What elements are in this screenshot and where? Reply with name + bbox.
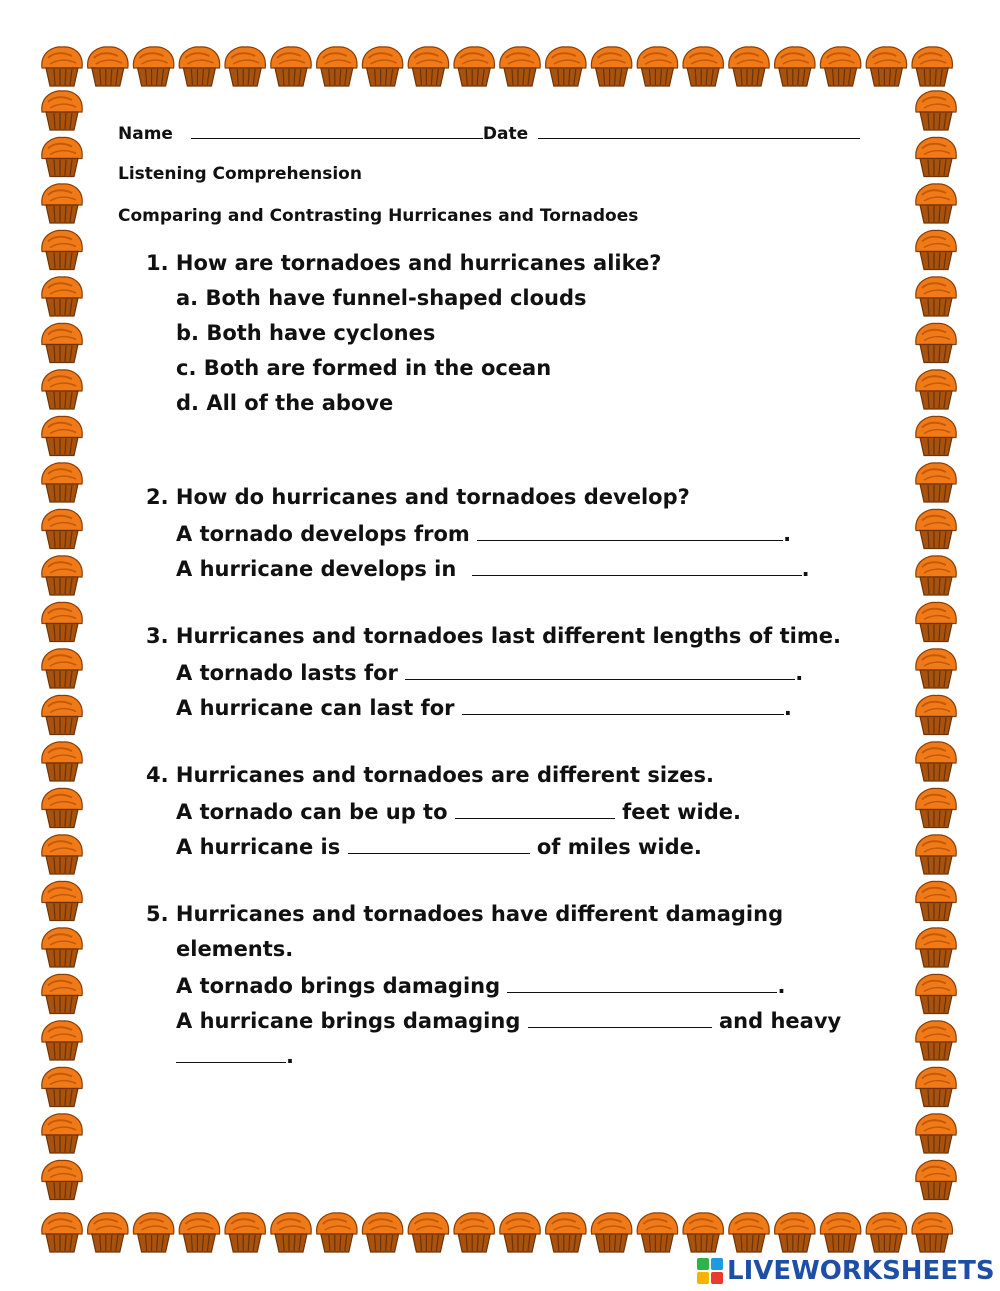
muffin-icon [42,1067,82,1106]
muffin-icon [500,47,540,86]
q2-answer-2-blank[interactable] [472,555,802,576]
q1-option-c[interactable]: c. Both are formed in the ocean [176,356,552,380]
muffin-icon [916,416,956,455]
muffin-icon [916,881,956,920]
muffin-icon [916,184,956,223]
muffin-icon [916,1114,956,1153]
q5-line-1-end: . [777,974,786,998]
muffin-icon [866,1213,906,1252]
q3-answer-1-blank[interactable] [405,659,795,680]
muffin-icon [42,463,82,502]
muffin-icon [42,788,82,827]
muffin-icon [916,509,956,548]
muffin-icon [42,91,82,130]
muffin-icon [317,47,357,86]
muffin-icon [179,47,219,86]
muffin-icon [916,323,956,362]
q3-line-1 [176,659,803,685]
muffin-icon [42,835,82,874]
muffin-icon [133,47,173,86]
muffin-icon [42,556,82,595]
q5-prompt-continued: elements. [176,937,294,961]
q5-line-3-end: . [286,1044,294,1068]
q4-line-2 [176,833,702,859]
logo-text: LIVEWORKSHEETS [727,1256,995,1286]
q5-line-3 [176,1042,294,1068]
muffin-icon [362,1213,402,1252]
q4-prompt: 4. Hurricanes and tornadoes are different sizes. [146,763,714,787]
subtitle: Listening Comprehension [118,164,362,184]
muffin-icon [408,1213,448,1252]
q4-line-1 [176,798,741,824]
liveworksheets-logo[interactable] [697,1254,995,1288]
q5-line-1 [176,972,785,998]
q3-line-2-end: . [783,696,792,720]
muffin-icon [729,1213,769,1252]
muffin-icon [683,1213,723,1252]
q2-line-1-end: . [783,522,792,546]
muffin-icon [42,277,82,316]
date-blank[interactable] [538,120,860,139]
q1-option-b[interactable]: b. Both have cyclones [176,321,436,345]
muffin-icon [683,47,723,86]
muffin-icon [916,91,956,130]
q5-line-1-text: A tornado brings damaging [176,974,501,998]
name-label: Name [118,124,173,144]
q2-line-1 [176,520,791,546]
q4-line-1-text: A tornado can be up to [176,800,448,824]
q2-line-2 [176,555,810,581]
muffin-icon [916,695,956,734]
muffin-icon [916,835,956,874]
q5-answer-1-blank[interactable] [507,972,777,993]
muffin-icon [42,1114,82,1153]
muffin-icon [88,47,128,86]
muffin-icon [42,742,82,781]
muffin-icon [546,47,586,86]
worksheet-title: Comparing and Contrasting Hurricanes and Tornadoes [118,206,639,226]
name-blank[interactable] [191,120,483,139]
muffin-icon [916,1067,956,1106]
muffin-icon [42,1160,82,1199]
muffin-icon [42,509,82,548]
muffin-icon [408,47,448,86]
q2-prompt: 2. How do hurricanes and tornadoes develop? [146,485,690,509]
q4-answer-1-blank[interactable] [455,798,615,819]
muffin-icon [591,1213,631,1252]
muffin-icon [317,1213,357,1252]
muffin-icon [637,1213,677,1252]
muffin-icon [179,1213,219,1252]
q3-line-1-end: . [795,661,804,685]
muffin-icon [820,47,860,86]
muffin-icon [42,47,82,86]
muffin-icon [362,47,402,86]
q2-line-1-text: A tornado develops from [176,522,470,546]
muffin-icon [88,1213,128,1252]
q1-prompt: 1. How are tornadoes and hurricanes alike? [146,251,662,275]
muffin-icon [820,1213,860,1252]
muffin-icon [42,323,82,362]
muffin-icon [591,47,631,86]
muffin-icon [916,788,956,827]
muffin-icon [500,1213,540,1252]
muffin-icon [916,370,956,409]
q4-line-2-end: of miles wide. [536,835,702,859]
muffin-icon [729,47,769,86]
muffin-icon [916,649,956,688]
q3-answer-2-blank[interactable] [462,694,784,715]
muffin-icon [916,1021,956,1060]
q2-line-2-text: A hurricane develops in [176,557,457,581]
muffin-icon [912,1213,952,1252]
q4-line-1-end: feet wide. [622,800,741,824]
muffin-icon [42,649,82,688]
muffin-icon [271,47,311,86]
muffin-icon [916,230,956,269]
muffin-icon [916,602,956,641]
muffin-icon [916,463,956,502]
q5-prompt: 5. Hurricanes and tornadoes have different damaging [146,902,784,926]
q1-option-d[interactable]: d. All of the above [176,391,394,415]
muffin-icon [546,1213,586,1252]
muffin-icon [775,1213,815,1252]
muffin-icon [42,370,82,409]
q2-line-2-end: . [801,557,810,581]
muffin-icon [42,230,82,269]
muffin-icon [637,47,677,86]
muffin-icon [916,742,956,781]
muffin-icon [916,556,956,595]
q3-line-2-text: A hurricane can last for [176,696,455,720]
muffin-icon [866,47,906,86]
name-date-line [118,120,860,144]
muffin-icon [916,928,956,967]
muffin-icon [912,47,952,86]
muffin-icon [454,1213,494,1252]
muffin-icon [42,602,82,641]
muffin-icon [42,928,82,967]
muffin-icon [42,695,82,734]
muffin-icon [133,1213,173,1252]
q2-answer-1-blank[interactable] [477,520,783,541]
date-label: Date [482,124,529,144]
muffin-icon [42,137,82,176]
q4-answer-2-blank[interactable] [348,833,530,854]
q5-answer-2-blank[interactable] [528,1007,712,1028]
muffin-icon [42,974,82,1013]
muffin-icon [225,1213,265,1252]
muffin-icon [42,1021,82,1060]
q5-line-2-text: A hurricane brings damaging [176,1009,521,1033]
q3-line-1-text: A tornado lasts for [176,661,398,685]
muffin-icon [42,1213,82,1252]
muffin-icon [916,974,956,1013]
q4-line-2-text: A hurricane is [176,835,341,859]
q5-answer-3-blank[interactable] [176,1042,286,1063]
muffin-icon [916,277,956,316]
muffin-icon [454,47,494,86]
muffin-icon [775,47,815,86]
muffin-icon [225,47,265,86]
muffin-icon [916,137,956,176]
q3-line-2 [176,694,792,720]
muffin-icon [42,416,82,455]
muffin-icon [42,881,82,920]
logo-mark-icon [697,1258,723,1284]
muffin-icon [271,1213,311,1252]
muffin-icon [916,1160,956,1199]
q1-option-a[interactable]: a. Both have funnel-shaped clouds [176,286,587,310]
muffin-icon [42,184,82,223]
q5-line-2-end: and heavy [718,1009,842,1033]
q3-prompt: 3. Hurricanes and tornadoes last different lengths of time. [146,624,841,648]
q5-line-2 [176,1007,841,1033]
